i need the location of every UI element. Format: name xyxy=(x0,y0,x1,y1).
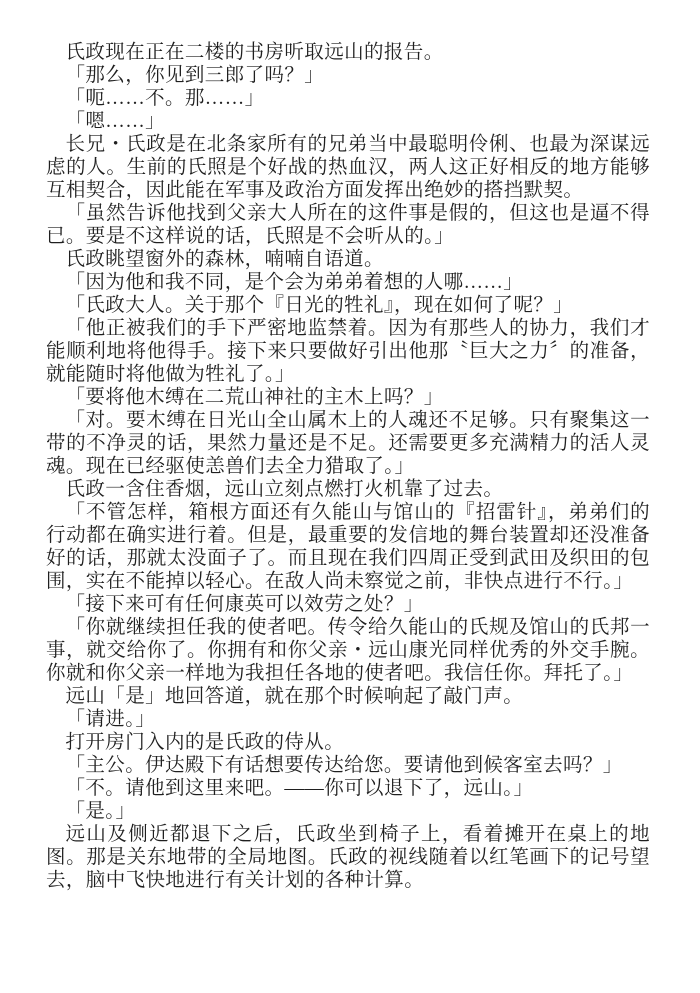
paragraph: 「呃……不。那……」 xyxy=(65,88,265,109)
paragraph: 「对。要木缚在日光山全山属木上的人魂还不足够。只有聚集这一带的不净灵的话，果然力量还是不足。还需要更多充满精力的活人灵魂。现在已经驱使恙兽们去全力猎取了。」 xyxy=(46,410,650,477)
paragraph: 「因为他和我不同，是个会为弟弟着想的人哪……」 xyxy=(65,272,524,293)
text-block xyxy=(46,41,650,892)
paragraph: 「他正被我们的手下严密地监禁着。因为有那些人的协力，我们才能顺利地将他得手。接下来只要做好引出他那〝巨大之力〞的准备，就能随时将他做为牲礼了。」 xyxy=(46,318,650,385)
paragraph: 「是。」 xyxy=(65,801,136,822)
paragraph: 「不管怎样，箱根方面还有久能山与馆山的『招雷针』，弟弟们的行动都在确实进行着。但是，最重要的发信地的舞台装置却还没准备好的话，那就太没面子了。而且现在我们四周正受到武田及织田的包围，实在不能掉以轻心。在敌人尚未察觉之前，非快点进行不行。」 xyxy=(46,502,650,592)
paragraph: 「主公。伊达殿下有话想要传达给您。要请他到候客室去吗？」 xyxy=(65,755,623,776)
paragraph: 「不。请他到这里来吧。——你可以退下了，远山。」 xyxy=(65,778,534,799)
paragraph: 长兄・氏政是在北条家所有的兄弟当中最聪明伶俐、也最为深谋远虑的人。生前的氏照是个好战的热血汉，两人这正好相反的地方能够互相契合，因此能在军事及政治方面发挥出绝妙的搭挡默契。 xyxy=(46,134,650,201)
paragraph: 氏政一含住香烟，远山立刻点燃打火机靠了过去。 xyxy=(65,479,504,500)
paragraph: 远山「是」地回答道，就在那个时候响起了敲门声。 xyxy=(65,686,524,707)
paragraph: 打开房门入内的是氏政的侍从。 xyxy=(65,732,345,753)
paragraph: 「你就继续担任我的使者吧。传令给久能山的氏规及馆山的氏邦一事，就交给你了。你拥有和你父亲・远山康光同样优秀的外交手腕。你就和你父亲一样地为我担任各地的使者吧。我信任你。拜托了。」 xyxy=(46,617,650,684)
paragraph: 「虽然告诉他找到父亲大人所在的这件事是假的，但这也是逼不得已。要是不这样说的话，氏照是不会听从的。」 xyxy=(46,203,650,247)
paragraph: 远山及侧近都退下之后，氏政坐到椅子上，看着摊开在桌上的地图。那是关东地带的全局地图。氏政的视线随着以红笔画下的记号望去，脑中飞快地进行有关计划的各种计算。 xyxy=(46,824,650,891)
paragraph: 「氏政大人。关于那个『日光的牲礼』，现在如何了呢？」 xyxy=(65,295,574,316)
paragraph: 氏政眺望窗外的森林，喃喃自语道。 xyxy=(65,249,384,270)
paragraph: 「请进。」 xyxy=(65,709,156,730)
paragraph: 「要将他木缚在二荒山神社的主木上吗？」 xyxy=(65,387,444,408)
paragraph: 「接下来可有任何康英可以效劳之处？」 xyxy=(65,594,424,615)
paragraph: 氏政现在正在二楼的书房听取远山的报告。 xyxy=(65,42,444,63)
paragraph: 「嗯……」 xyxy=(65,111,166,132)
paragraph: 「那么，你见到三郎了吗？」 xyxy=(65,65,325,86)
